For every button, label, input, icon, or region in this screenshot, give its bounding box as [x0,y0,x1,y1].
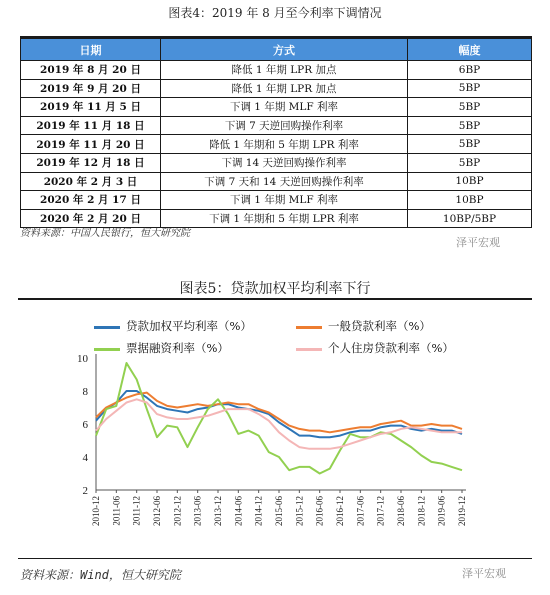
cell-date: 2019 年 11 月 20 日 [21,135,161,154]
table-row [21,61,532,80]
legend-item-general-loan [296,318,431,334]
cell-method: 下调 1 年期 MLF 利率 [161,98,408,117]
x-tick-label: 2011-12 [131,496,142,526]
cell-date: 2019 年 12 月 18 日 [21,153,161,172]
x-tick-label: 2019-12 [457,496,467,526]
table-row [21,116,532,135]
table-row [21,135,532,154]
cell-method: 下调 14 天逆回购操作利率 [161,153,408,172]
cell-date: 2020 年 2 月 20 日 [21,209,161,228]
table-row [21,172,532,191]
y-tick-label: 4 [82,452,88,464]
x-tick-label: 2014-12 [253,496,264,526]
cell-method: 下调 1 年期 MLF 利率 [161,191,408,210]
cell-method: 降低 1 年期 LPR 加点 [161,61,408,80]
rate-cut-table [20,38,532,228]
x-tick-label: 2018-12 [416,496,427,526]
cell-range: 5BP [408,135,532,154]
cell-method: 降低 1 年期和 5 年期 LPR 利率 [161,135,408,154]
table-row [21,79,532,98]
table-title: 图表4：2019 年 8 月至今利率下调情况 [168,6,382,20]
cell-method: 降低 1 年期 LPR 加点 [161,79,408,98]
cell-range: 6BP [408,61,532,80]
legend-label: 票据融资利率（%） [126,341,229,355]
x-tick-label: 2018-06 [396,496,406,526]
header-range: 幅度 [408,39,532,61]
y-tick-label: 6 [82,419,88,431]
table-source-note: 资料来源：中国人民银行，恒大研究院 [20,228,190,239]
x-tick-label: 2014-06 [233,496,244,526]
cell-date: 2019 年 11 月 18 日 [21,116,161,135]
line-chart [0,350,550,540]
header-method: 方式 [161,39,408,61]
cell-date: 2019 年 8 月 20 日 [21,61,161,80]
table-row [21,98,532,117]
x-tick-label: 2013-06 [192,496,203,526]
table-row [21,153,532,172]
legend-label: 一般贷款利率（%） [328,319,431,333]
x-tick-label: 2015-06 [274,496,284,526]
chart-source-note: 资料来源：Wind，恒大研究院 [20,568,181,582]
cell-method: 下调 7 天逆回购操作利率 [161,116,408,135]
cell-range: 10BP/5BP [408,209,532,228]
cell-range: 5BP [408,98,532,117]
x-tick-label: 2016-12 [335,496,345,526]
x-tick-label: 2017-06 [355,496,366,526]
cell-range: 5BP [408,116,532,135]
cell-range: 5BP [408,79,532,98]
watermark: 泽平宏观 [456,236,500,249]
legend-swatch [296,326,322,329]
header-date: 日期 [21,39,161,61]
cell-range: 10BP [408,191,532,210]
cell-date: 2019 年 9 月 20 日 [21,79,161,98]
legend-swatch [94,326,120,329]
cell-method: 下调 7 天和 14 天逆回购操作利率 [161,172,408,191]
chart-bottom-rule [18,558,532,559]
x-tick-label: 2015-12 [294,496,305,526]
x-tick-label: 2012-12 [172,496,183,526]
table-header-row [21,39,532,61]
x-tick-label: 2019-06 [436,496,447,526]
legend-label: 个人住房贷款利率（%） [328,341,454,355]
x-tick-label: 2017-12 [375,496,386,526]
series-line-1 [96,393,462,433]
y-tick-label: 2 [82,485,88,497]
x-tick-label: 2012-06 [152,496,162,526]
watermark: 泽平宏观 [462,567,506,580]
cell-date: 2020 年 2 月 3 日 [21,172,161,191]
chart-top-rule [18,298,532,300]
y-tick-label: 10 [77,353,88,365]
x-tick-label: 2013-12 [213,496,223,526]
cell-date: 2020 年 2 月 17 日 [21,191,161,210]
legend-item-loan-weighted [94,318,252,334]
x-tick-label: 2016-06 [314,496,325,526]
cell-range: 10BP [408,172,532,191]
x-tick-label: 2010-12 [91,496,101,526]
cell-method: 下调 1 年期和 5 年期 LPR 利率 [161,209,408,228]
cell-date: 2019 年 11 月 5 日 [21,98,161,117]
cell-range: 5BP [408,153,532,172]
table-row [21,191,532,210]
x-tick-label: 2011-06 [111,496,122,526]
series-line-0 [96,391,462,437]
chart-title: 图表5：贷款加权平均利率下行 [179,281,371,297]
y-tick-label: 8 [82,386,88,398]
legend-label: 贷款加权平均利率（%） [126,319,252,333]
